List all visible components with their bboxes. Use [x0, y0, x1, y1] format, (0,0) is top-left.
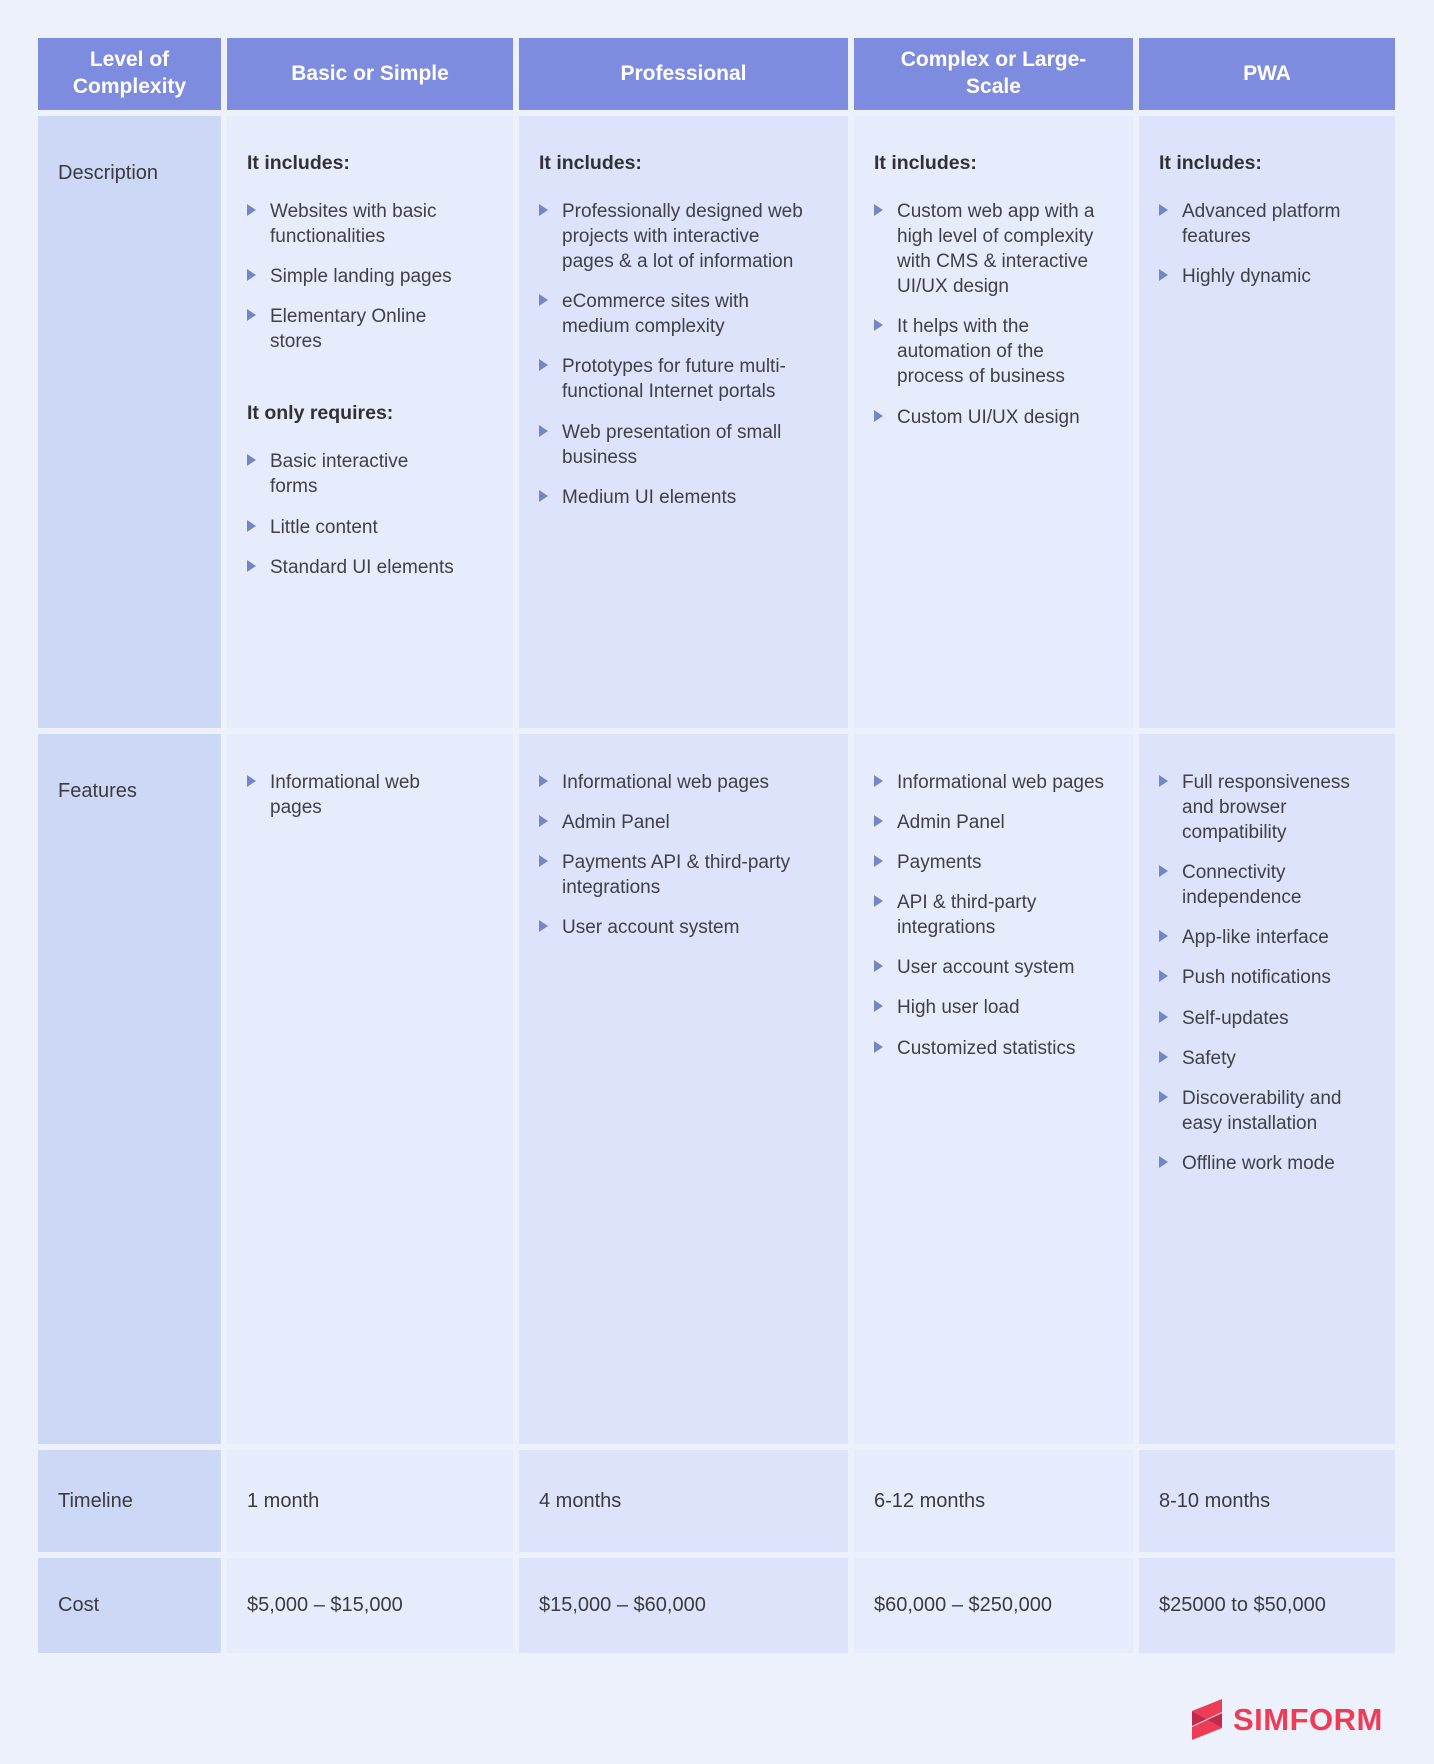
bullet-item-text: Discoverability and easy installation	[1182, 1087, 1342, 1134]
triangle-bullet-icon	[539, 294, 548, 306]
bullet-item	[247, 770, 459, 820]
header-professional: Professional	[519, 38, 848, 110]
cost-basic-value: $5,000 – $15,000	[227, 1558, 513, 1653]
bullet-item-text: It helps with the automation of the process of business	[897, 316, 1065, 388]
bullet-item	[874, 850, 1106, 875]
bullet-item-text: Self-updates	[1182, 1007, 1289, 1029]
triangle-bullet-icon	[247, 454, 256, 466]
triangle-bullet-icon	[247, 309, 256, 321]
simform-logo-text: SIMFORM	[1233, 1702, 1383, 1737]
bullet-item-text: Advanced platform features	[1182, 201, 1341, 248]
bullet-item-text: Web presentation of small business	[562, 421, 782, 468]
header-pwa: PWA	[1139, 38, 1395, 110]
bullet-item-text: Medium UI elements	[562, 486, 737, 508]
bullet-item	[539, 420, 811, 470]
bullet-item-text: Informational web pages	[897, 772, 1105, 793]
bullet-item-text: Websites with basic functionalities	[270, 201, 437, 248]
triangle-bullet-icon	[874, 815, 883, 827]
bullet-item-text: Admin Panel	[897, 812, 1005, 834]
bullet-item	[1159, 860, 1355, 910]
triangle-bullet-icon	[247, 775, 256, 787]
bullet-item	[247, 264, 459, 289]
bullet-list	[539, 199, 811, 510]
bullet-item	[247, 304, 459, 354]
bullet-item	[1159, 1006, 1355, 1031]
bullet-item-text: Payments	[897, 852, 982, 874]
bullet-item	[874, 890, 1106, 940]
bullet-item	[874, 810, 1106, 835]
header-complex-or-large-scale: Complex or Large-Scale	[854, 38, 1133, 110]
triangle-bullet-icon	[1159, 1091, 1168, 1103]
bullet-item	[539, 810, 811, 835]
triangle-bullet-icon	[1159, 1156, 1168, 1168]
bullet-item-text: Standard UI elements	[270, 556, 454, 578]
triangle-bullet-icon	[1159, 930, 1168, 942]
section-heading: It includes:	[539, 152, 642, 174]
bullet-item	[1159, 1046, 1355, 1071]
description-complex-cell	[854, 116, 1133, 728]
bullet-list	[1159, 199, 1355, 289]
bullet-item-text: API & third-party integrations	[897, 892, 1037, 939]
bullet-item	[539, 289, 811, 339]
bullet-item-text: App-like interface	[1182, 927, 1329, 949]
bullet-item-text: Highly dynamic	[1182, 266, 1311, 288]
bullet-item	[539, 850, 811, 900]
row-label-timeline: Timeline	[38, 1450, 221, 1552]
bullet-item	[1159, 965, 1355, 990]
bullet-item	[874, 995, 1106, 1020]
bullet-item	[874, 770, 1106, 795]
bullet-item-text: eCommerce sites with medium complexity	[562, 291, 749, 338]
triangle-bullet-icon	[1159, 269, 1168, 281]
cost-complex-value: $60,000 – $250,000	[854, 1558, 1133, 1653]
triangle-bullet-icon	[539, 359, 548, 371]
timeline-professional-value: 4 months	[519, 1450, 848, 1552]
triangle-bullet-icon	[1159, 1011, 1168, 1023]
footer-brand	[1190, 1698, 1383, 1742]
bullet-item	[1159, 1151, 1355, 1176]
features-pwa-cell	[1139, 734, 1395, 1444]
triangle-bullet-icon	[874, 319, 883, 331]
bullet-item	[539, 199, 811, 274]
triangle-bullet-icon	[874, 775, 883, 787]
bullet-item	[539, 485, 811, 510]
bullet-item	[247, 449, 459, 499]
triangle-bullet-icon	[539, 855, 548, 867]
triangle-bullet-icon	[1159, 204, 1168, 216]
bullet-item-text: Elementary Online stores	[270, 306, 427, 353]
triangle-bullet-icon	[874, 960, 883, 972]
bullet-item-text: Simple landing pages	[270, 266, 452, 288]
bullet-item	[874, 199, 1106, 299]
bullet-item-text: Connectivity independence	[1182, 862, 1302, 909]
row-label-description: Description	[38, 116, 221, 728]
bullet-item-text: Informational web pages	[270, 772, 420, 819]
bullet-item-text: Little content	[270, 516, 378, 538]
cost-pwa-value: $25000 to $50,000	[1139, 1558, 1395, 1653]
triangle-bullet-icon	[874, 855, 883, 867]
description-pwa-cell	[1139, 116, 1395, 728]
triangle-bullet-icon	[874, 1041, 883, 1053]
triangle-bullet-icon	[874, 895, 883, 907]
bullet-item-text: Payments API & third-party integrations	[562, 852, 791, 899]
bullet-list	[539, 770, 811, 940]
triangle-bullet-icon	[539, 425, 548, 437]
bullet-item-text: Safety	[1182, 1047, 1236, 1069]
bullet-item-text: Push notifications	[1182, 967, 1331, 989]
section-heading: It includes:	[247, 152, 350, 174]
bullet-item-text: High user load	[897, 997, 1020, 1019]
bullet-item-text: Full responsiveness and browser compatibility	[1182, 772, 1350, 844]
bullet-item	[1159, 199, 1355, 249]
triangle-bullet-icon	[539, 490, 548, 502]
row-label-features: Features	[38, 734, 221, 1444]
bullet-item-text: User account system	[897, 957, 1075, 979]
bullet-item	[1159, 264, 1355, 289]
bullet-item-text: Professionally designed web projects with interactive pages & a lot of information	[562, 201, 803, 273]
triangle-bullet-icon	[1159, 775, 1168, 787]
bullet-item	[247, 515, 459, 540]
features-complex-cell	[854, 734, 1133, 1444]
bullet-item	[874, 314, 1106, 389]
triangle-bullet-icon	[247, 269, 256, 281]
triangle-bullet-icon	[539, 204, 548, 216]
bullet-item-text: Custom UI/UX design	[897, 406, 1080, 428]
triangle-bullet-icon	[539, 775, 548, 787]
bullet-item-text: Offline work mode	[1182, 1152, 1335, 1174]
bullet-item	[539, 354, 811, 404]
features-professional-cell	[519, 734, 848, 1444]
bullet-item-text: Custom web app with a high level of complexity with CMS & interactive UI/UX design	[897, 201, 1095, 298]
triangle-bullet-icon	[247, 520, 256, 532]
bullet-item	[1159, 1086, 1355, 1136]
triangle-bullet-icon	[874, 204, 883, 216]
bullet-item	[874, 405, 1106, 430]
triangle-bullet-icon	[247, 204, 256, 216]
bullet-item	[247, 555, 459, 580]
bullet-item	[247, 199, 459, 249]
cost-professional-value: $15,000 – $60,000	[519, 1558, 848, 1653]
description-professional-cell	[519, 116, 848, 728]
section-heading: It includes:	[874, 152, 977, 174]
bullet-list	[247, 770, 459, 820]
bullet-item	[874, 1036, 1106, 1061]
triangle-bullet-icon	[874, 410, 883, 422]
complexity-comparison-table	[38, 38, 1395, 1653]
triangle-bullet-icon	[247, 560, 256, 572]
header-level-of-complexity: Level of Complexity	[38, 38, 221, 110]
bullet-item-text: Prototypes for future multi-functional Internet portals	[562, 356, 786, 403]
bullet-list	[1159, 770, 1355, 1176]
timeline-complex-value: 6-12 months	[854, 1450, 1133, 1552]
section-heading: It only requires:	[247, 402, 394, 425]
bullet-item	[539, 770, 811, 795]
features-basic-cell	[227, 734, 513, 1444]
timeline-pwa-value: 8-10 months	[1139, 1450, 1395, 1552]
triangle-bullet-icon	[874, 1000, 883, 1012]
bullet-item-text: Informational web pages	[562, 772, 770, 793]
bullet-item	[539, 915, 811, 940]
triangle-bullet-icon	[539, 815, 548, 827]
row-label-cost: Cost	[38, 1558, 221, 1653]
bullet-item	[1159, 770, 1355, 845]
bullet-list	[247, 199, 459, 354]
bullet-item-text: Customized statistics	[897, 1037, 1076, 1059]
bullet-list	[874, 770, 1106, 1061]
triangle-bullet-icon	[539, 920, 548, 932]
triangle-bullet-icon	[1159, 970, 1168, 982]
description-basic-cell	[227, 116, 513, 728]
bullet-item-text: Admin Panel	[562, 812, 670, 834]
bullet-item-text: Basic interactive forms	[270, 451, 409, 498]
section-heading: It includes:	[1159, 152, 1262, 174]
header-basic-or-simple: Basic or Simple	[227, 38, 513, 110]
triangle-bullet-icon	[1159, 865, 1168, 877]
bullet-item-text: User account system	[562, 917, 740, 939]
simform-logo-icon	[1190, 1698, 1224, 1742]
bullet-item	[1159, 925, 1355, 950]
bullet-list	[874, 199, 1106, 430]
triangle-bullet-icon	[1159, 1051, 1168, 1063]
bullet-list	[247, 449, 459, 579]
bullet-item	[874, 955, 1106, 980]
timeline-basic-value: 1 month	[227, 1450, 513, 1552]
